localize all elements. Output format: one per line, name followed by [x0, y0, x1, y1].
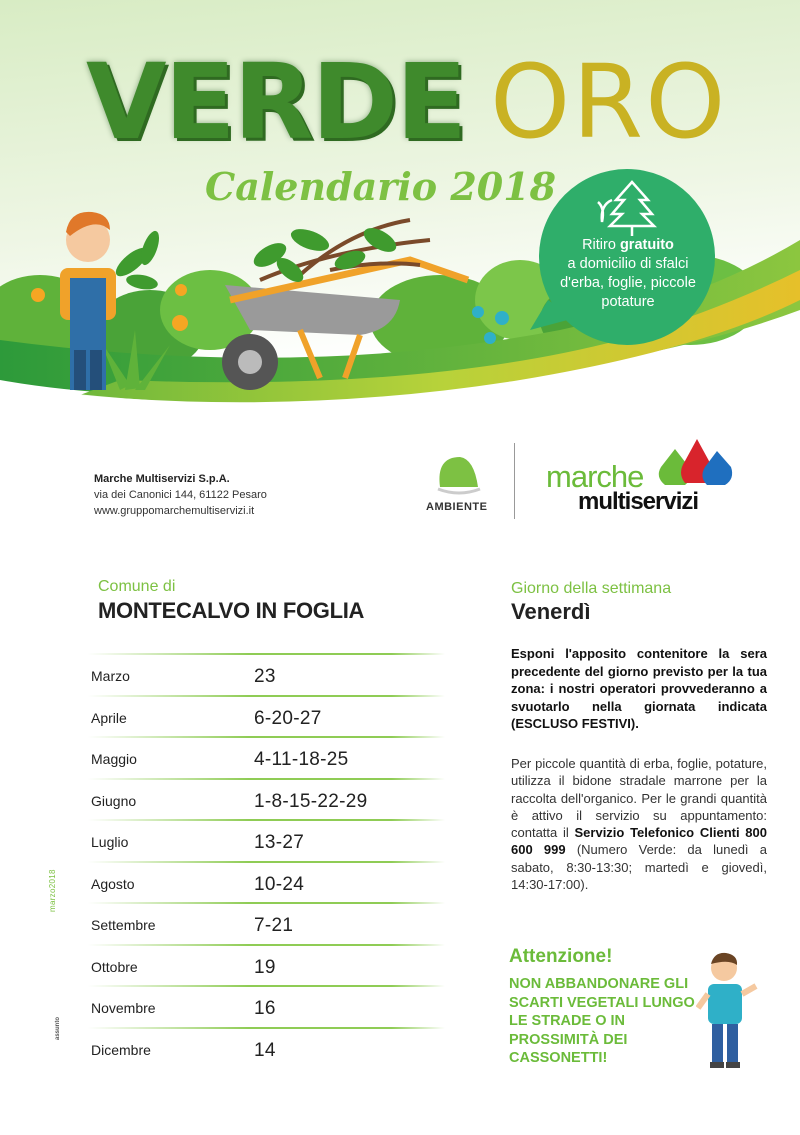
info-part1: Per piccole quantità di erba, foglie, potature, utilizza il bidone stradale marrone per la raccolta dell'organico. Per le grandi quantità è attivo il servizio su appuntamento: contatta il — [511, 756, 767, 841]
operator-figure-icon — [696, 950, 760, 1070]
company-website: www.gruppomarchemultiservizi.it — [94, 505, 255, 517]
table-divider — [88, 985, 445, 987]
ambiente-logo-icon — [434, 451, 484, 497]
bubble-line1: Ritiro — [582, 237, 620, 253]
giorno-value: Venerdì — [511, 599, 591, 624]
schedule-month: Aprile — [91, 710, 127, 726]
schedule-days: 7-21 — [254, 915, 294, 936]
table-divider — [88, 736, 445, 738]
schedule-days: 4-11-18-25 — [254, 749, 349, 770]
table-divider — [88, 653, 445, 655]
title-verde: VERDE — [86, 41, 465, 163]
table-divider — [88, 819, 445, 821]
logo-divider — [514, 443, 515, 519]
bubble-rest: a domicilio di sfalci d'erba, foglie, piccole potature — [560, 256, 696, 310]
schedule-month: Settembre — [91, 917, 156, 933]
bubble-text — [546, 236, 710, 312]
table-divider — [88, 944, 445, 946]
ambiente-label: AMBIENTE — [426, 501, 488, 513]
schedule-days: 6-20-27 — [254, 708, 322, 729]
giorno-label: Giorno della settimana — [511, 580, 672, 597]
schedule-days: 14 — [254, 1040, 276, 1061]
schedule-days: 16 — [254, 998, 276, 1019]
info-part2: (Numero Verde: da lunedì a sabato, 8:30-13:30; martedì e giovedì, 14:30-17:00). — [511, 842, 767, 893]
company-address: via dei Canonici 144, 61122 Pesaro — [94, 489, 267, 501]
schedule-days: 1-8-15-22-29 — [254, 791, 368, 812]
attenzione-text: NON ABBANDONARE GLI SCARTI VEGETALI LUNGO LE STRADE O IN PROSSIMITÀ DEI CASSONETTI! — [509, 976, 695, 1066]
marche-drops-icon — [655, 437, 735, 489]
schedule-month: Maggio — [91, 751, 137, 767]
attenzione-title: Attenzione! — [509, 946, 613, 967]
schedule-month: Giugno — [91, 793, 137, 809]
schedule-days: 23 — [254, 666, 276, 687]
table-divider — [88, 1027, 445, 1029]
side-code: marzo2018 — [48, 869, 57, 912]
schedule-month: Dicembre — [91, 1042, 151, 1058]
side-mark: assunto — [55, 1016, 61, 1040]
logo-multiservizi: multiservizi — [578, 488, 699, 515]
info-text — [511, 755, 767, 893]
schedule-month: Luglio — [91, 834, 129, 850]
schedule-month: Ottobre — [91, 959, 138, 975]
table-divider — [88, 902, 445, 904]
logo-marche: marche — [546, 459, 644, 494]
company-name: Marche Multiservizi S.p.A. — [94, 473, 230, 485]
schedule-days: 13-27 — [254, 832, 305, 853]
table-divider — [88, 778, 445, 780]
table-divider — [88, 861, 445, 863]
esponi-text: Esponi l'apposito contenitore la sera precedente del giorno previsto per la tua zona: i nostri operatori provvederanno a svuotarlo nella giornata indicata (ESCLUSO FESTIVI). — [511, 646, 767, 731]
comune-name: MONTECALVO IN FOGLIA — [98, 598, 365, 623]
calendar-subtitle: Calendario 2018 — [205, 164, 557, 209]
comune-label: Comune di — [98, 578, 176, 595]
info-phone: Servizio Telefonico Clienti 800 600 999 — [511, 825, 767, 858]
schedule-month: Marzo — [91, 668, 130, 684]
schedule-month: Novembre — [91, 1000, 156, 1016]
bubble-bold: gratuito — [619, 237, 674, 253]
title-oro: ORO — [490, 43, 728, 162]
schedule-month: Agosto — [91, 876, 135, 892]
schedule-days: 10-24 — [254, 874, 305, 895]
company-info — [94, 471, 267, 519]
table-divider — [88, 695, 445, 697]
schedule-days: 19 — [254, 957, 276, 978]
